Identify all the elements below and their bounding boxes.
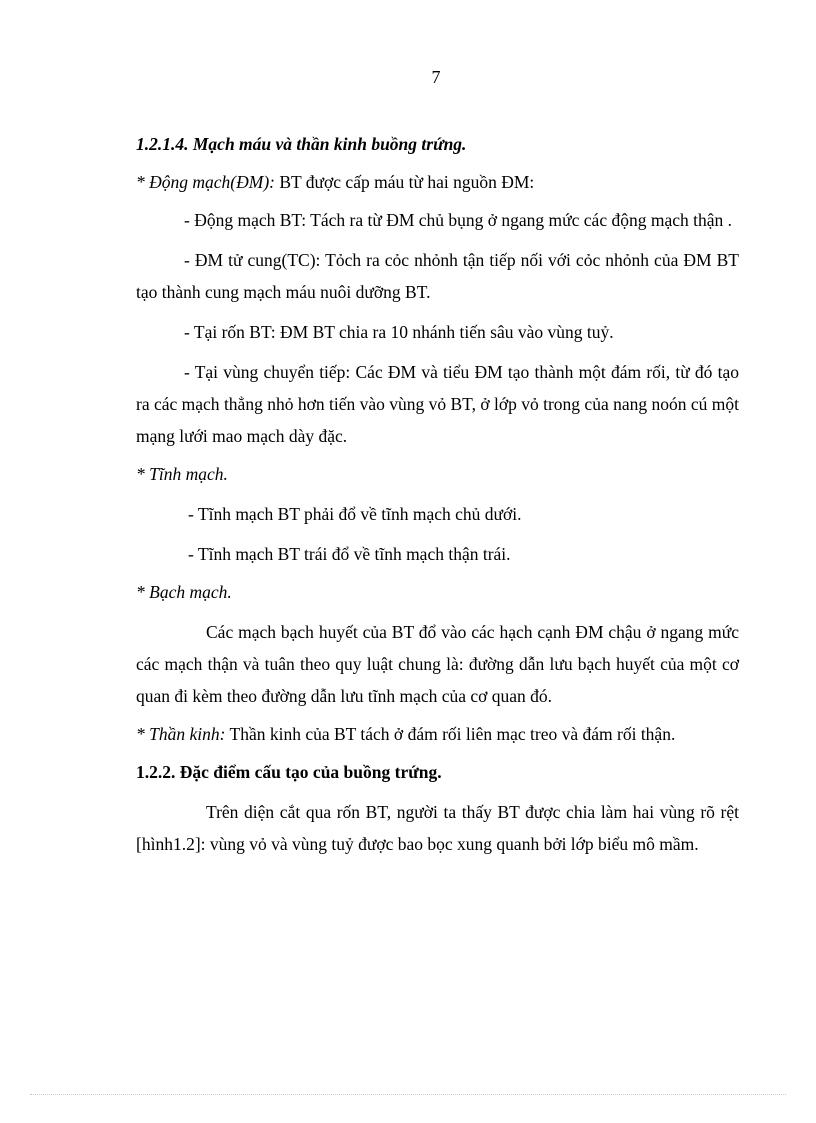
vein-item-left: - Tĩnh mạch BT trái đổ về tĩnh mạch thận trái. [188, 544, 511, 564]
nerves-lead: * Thần kinh: [136, 724, 226, 744]
artery-item-ovarian: - Động mạch BT: Tách ra từ ĐM chủ bụng ở ngang mức các động mạch thận . [184, 210, 732, 230]
arteries-intro [136, 166, 739, 198]
arteries-lead: * Động mạch(ĐM): [136, 172, 275, 192]
lymph-lead: * Bạch mạch. [136, 582, 232, 602]
page-number: 7 [431, 67, 441, 87]
artery-item-hilum: - Tại rốn BT: ĐM BT chia ra 10 nhánh tiến sâu vào vùng tuỷ. [184, 322, 614, 342]
document-body [136, 128, 739, 860]
artery-item-transition-zone: - Tại vùng chuyển tiếp: Các ĐM và tiểu ĐM tạo thành một đám rối, từ đó tạo ra các mạch thẳng nhỏ hơn tiến vào vùng vỏ BT, ở lớp vỏ trong của nang noón cú một mạng lưới mao mạch dày đặc. [136, 362, 739, 446]
artery-item-uterine: - ĐM tử cung(TC): Tỏch ra cỏc nhỏnh tận tiếp nối với cỏc nhỏnh của ĐM BT tạo thành cung mạch máu nuôi dưỡng BT. [136, 250, 739, 302]
lymph-text: Các mạch bạch huyết của BT đổ vào các hạch cạnh ĐM chậu ở ngang mức các mạch thận và tuân theo quy luật chung là: đường dẫn lưu bạch huyết của một cơ quan đi kèm theo đường dẫn lưu tĩnh mạch của cơ quan đó. [136, 622, 739, 706]
section-heading-1-2-1-4: 1.2.1.4. Mạch máu và thần kinh buồng trứng. [136, 134, 467, 154]
vein-item-right: - Tĩnh mạch BT phải đổ về tĩnh mạch chủ dưới. [188, 504, 522, 524]
arteries-text: BT được cấp máu từ hai nguồn ĐM: [275, 172, 535, 192]
structure-text: Trên diện cắt qua rốn BT, người ta thấy BT được chia làm hai vùng rõ rệt [hình1.2]: vùng vỏ và vùng tuỷ được bao bọc xung quanh bởi lớp biểu mô mầm. [136, 802, 739, 854]
nerves-text: Thần kinh của BT tách ở đám rối liên mạc treo và đám rối thận. [225, 724, 676, 744]
nerves-paragraph [136, 718, 739, 750]
page-bottom-rule [30, 1094, 786, 1095]
section-heading-1-2-2: 1.2.2. Đặc điểm cấu tạo của buồng trứng. [136, 762, 442, 782]
veins-lead: * Tĩnh mạch. [136, 464, 228, 484]
